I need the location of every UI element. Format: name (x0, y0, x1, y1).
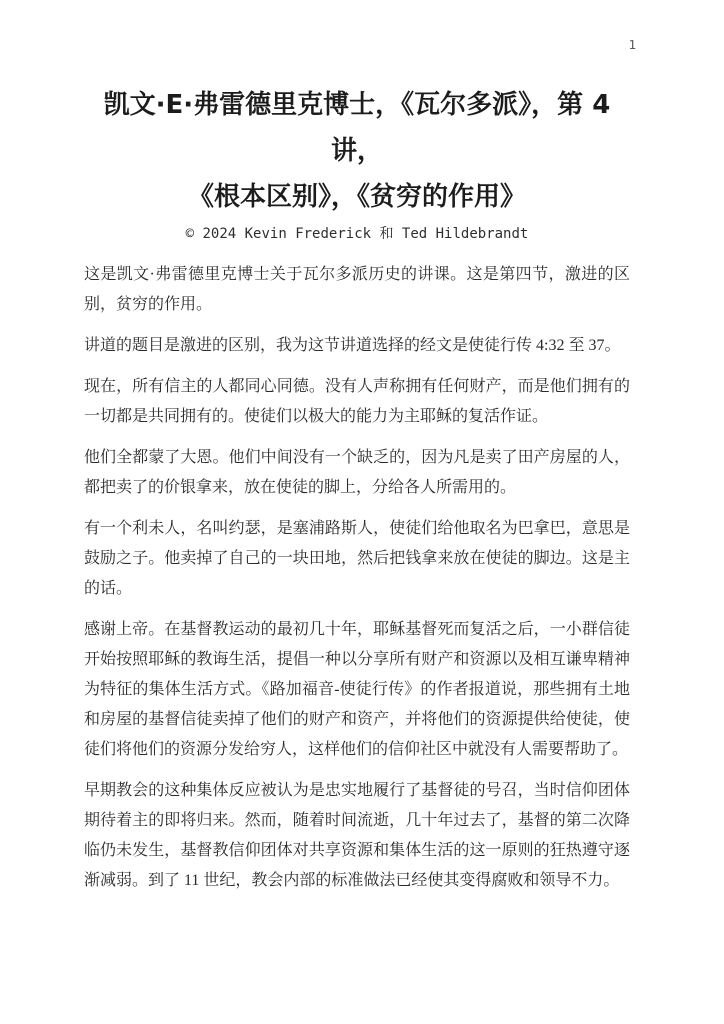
body-paragraph: 有一个利未人，名叫约瑟，是塞浦路斯人，使徒们给他取名为巴拿巴，意思是鼓励之子。他卖掉了自己的一块田地，然后把钱拿来放在使徒的脚边。这是主的话。 (84, 520, 630, 597)
body-paragraph: 讲道的题目是激进的区别，我为这节讲道选择的经文是使徒行传 4:32 至 37。 (84, 337, 621, 354)
document-title-line-3: 《根本区别》，《贫穷的作用》 (187, 182, 526, 212)
document-title-line-1: 凯文·E·弗雷德里克博士，《瓦尔多派》，第 4 (103, 90, 611, 120)
body-text (84, 260, 630, 896)
copyright-line: © 2024 Kevin Frederick 和 Ted Hildebrandt (185, 226, 529, 242)
document-title-line-2: 讲， (330, 136, 383, 166)
body-paragraph: 这是凯文·弗雷德里克博士关于瓦尔多派历史的讲课。这是第四节，激进的区别，贫穷的作用。 (84, 266, 630, 313)
body-paragraph: 他们全都蒙了大恩。他们中间没有一个缺乏的，因为凡是卖了田产房屋的人，都把卖了的价银拿来，放在使徒的脚上，分给各人所需用的。 (84, 449, 630, 496)
page-number: 1 (628, 37, 636, 52)
document-title (84, 82, 630, 220)
body-paragraph: 早期教会的这种集体反应被认为是忠实地履行了基督徒的号召，当时信仰团体期待着主的即将归来。然而，随着时间流逝，几十年过去了，基督的第二次降临仍未发生，基督教信仰团体对共享资源和集体生活的这一原则的狂热遵守逐渐减弱。到了 11 世纪，教会内部的标准做法已经使其变得腐败和领导不力。 (84, 782, 630, 889)
body-paragraph: 现在，所有信主的人都同心同德。没有人声称拥有任何财产，而是他们拥有的一切都是共同拥有的。使徒们以极大的能力为主耶稣的复活作证。 (84, 378, 630, 425)
body-paragraph: 感谢上帝。在基督教运动的最初几十年，耶稣基督死而复活之后，一小群信徒开始按照耶稣的教诲生活，提倡一种以分享所有财产和资源以及相互谦卑精神为特征的集体生活方式。《路加福音-使徒行传》的作者报道说，那些拥有土地和房屋的基督信徒卖掉了他们的财产和资产，并将他们的资源提供给使徒，使徒们将他们的资源分发给穷人，这样他们的信仰社区中就没有人需要帮助了。 (84, 621, 630, 758)
